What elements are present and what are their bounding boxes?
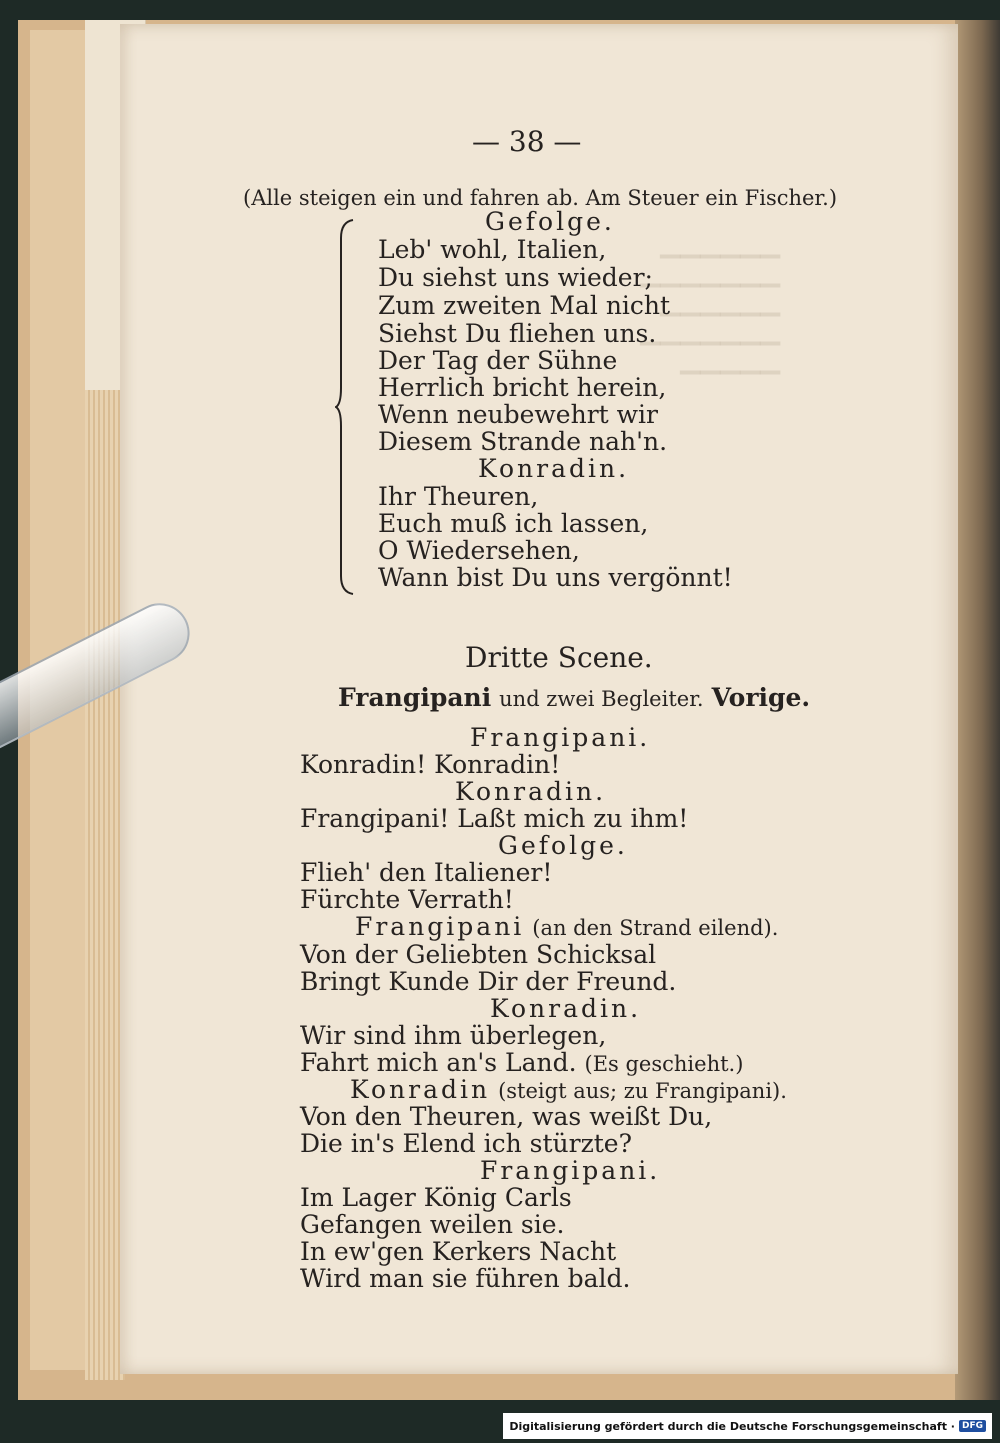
speaker-name: Konradin. — [490, 994, 642, 1023]
speaker-name: Gefolge. — [498, 831, 628, 860]
verse-line: Von den Theuren, was weißt Du, — [300, 1102, 713, 1131]
dfg-logo-icon: DFG — [959, 1420, 986, 1432]
page-edges — [85, 390, 125, 1380]
verse-line: Von der Geliebten Schicksal — [300, 940, 657, 969]
verse-line: Im Lager König Carls — [300, 1183, 572, 1212]
verse-line: Der Tag der Sühne — [378, 346, 618, 375]
verse-line: Frangipani! Laßt mich zu ihm! — [300, 804, 689, 833]
bleed-through: ▁▁▁▁▁▁ ▁▁▁▁▁▁▁ ▁▁▁▁▁▁ ▁▁▁▁▁▁▁ ▁▁▁▁▁ — [640, 229, 780, 375]
cast-name: Frangipani — [338, 683, 492, 712]
verse-line: Bringt Kunde Dir der Freund. — [300, 967, 677, 996]
speaker-name: Frangipani — [355, 912, 525, 941]
cast-others: Vorige. — [711, 683, 811, 712]
funding-footer — [503, 1413, 992, 1439]
verse-line: Wann bist Du uns vergönnt! — [378, 563, 733, 592]
speaker-line — [350, 1076, 787, 1105]
verse-text: Fahrt mich an's Land. — [300, 1048, 577, 1077]
verse-line: Ihr Theuren, — [378, 482, 539, 511]
verse-line: Konradin! Konradin! — [300, 750, 561, 779]
speaker-name: Konradin. — [455, 777, 607, 806]
speaker-name: Frangipani. — [470, 723, 651, 752]
stage-direction: (Es geschieht.) — [584, 1052, 744, 1076]
speaker-name: Gefolge. — [485, 207, 615, 236]
verse-line: Gefangen weilen sie. — [300, 1210, 565, 1239]
verse-line: Flieh' den Italiener! — [300, 858, 553, 887]
stage-direction: (steigt aus; zu Frangipani). — [498, 1079, 787, 1103]
verse-line: Die in's Elend ich stürzte? — [300, 1129, 633, 1158]
verse-line: Wenn neubewehrt wir — [378, 400, 658, 429]
verse-line: Zum zweiten Mal nicht — [378, 291, 671, 320]
verse-line: Siehst Du fliehen uns. — [378, 319, 657, 348]
verse-line: Herrlich bricht herein, — [378, 373, 667, 402]
speaker-name: Konradin — [350, 1075, 491, 1104]
speaker-name: Frangipani. — [480, 1156, 661, 1185]
verse-line: Euch muß ich lassen, — [378, 509, 649, 538]
speaker-name: Konradin. — [478, 454, 630, 483]
verse-line: In ew'gen Kerkers Nacht — [300, 1237, 617, 1266]
scene-title: Dritte Scene. — [465, 641, 653, 674]
verse-line: Diesem Strande nah'n. — [378, 427, 668, 456]
footer-text: Digitalisierung gefördert durch die Deutsche Forschungsgemeinschaft · — [509, 1419, 955, 1433]
verse-line: Wir sind ihm überlegen, — [300, 1021, 607, 1050]
brace-icon — [335, 218, 355, 596]
verse-line: Wird man sie führen bald. — [300, 1264, 631, 1293]
speaker-line — [355, 913, 778, 942]
stage-direction: (an den Strand eilend). — [532, 916, 779, 940]
verse-line — [300, 1049, 743, 1078]
page-number: — 38 — — [472, 125, 582, 158]
cast-middle: und zwei Begleiter. — [499, 687, 704, 711]
stage-direction: (Alle steigen ein und fahren ab. Am Steuer ein Fischer.) — [243, 186, 838, 210]
verse-line: O Wiedersehen, — [378, 536, 580, 565]
scene-cast — [338, 684, 810, 713]
verse-line: Du siehst uns wieder; — [378, 263, 653, 292]
book-spine — [955, 20, 1000, 1400]
verse-line: Leb' wohl, Italien, — [378, 235, 607, 264]
verse-line: Fürchte Verrath! — [300, 885, 514, 914]
